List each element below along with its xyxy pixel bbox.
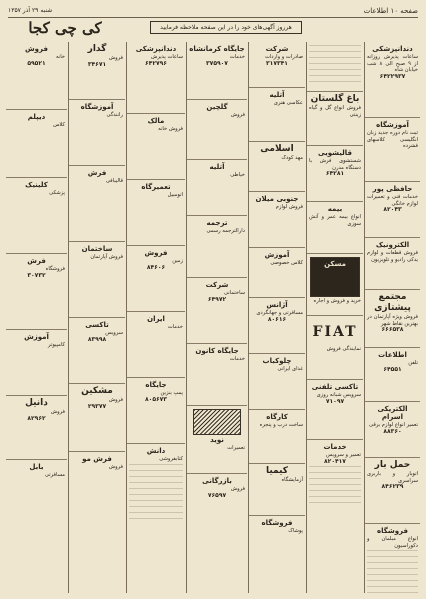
ad-title: اسلامی [260, 144, 294, 154]
ad-title: فروش [144, 249, 168, 257]
ad-body: کلاس [53, 122, 65, 128]
ad-block [69, 42, 125, 100]
ad-block [365, 290, 420, 348]
ad-block [127, 444, 185, 549]
ad-title: فروشگاه [376, 527, 408, 535]
ad-body: خدمات فنی و تعمیرات لوازم خانگی [367, 194, 418, 207]
ad-title: اطلاعات [378, 351, 407, 359]
page-label: صفحه ۱۰ اطلاعات [363, 6, 418, 15]
ad-block [127, 114, 185, 180]
ad-block [69, 384, 125, 452]
ad-block [127, 42, 185, 114]
date-line: شنبه ۲۹ آذر ۱۳۵۷ [8, 7, 53, 14]
ad-body: فروش [108, 464, 123, 470]
ad-column-1 [365, 42, 420, 593]
ad-phone: ۳۷۵۹۰۷ [206, 59, 228, 67]
ad-phone: ۶۴۲۸۱ [325, 170, 345, 178]
ad-title: مسکن [324, 260, 346, 268]
ad-title: بازرگانی [202, 477, 232, 485]
ad-phone: ۳۱۷۳۴۱ [266, 59, 288, 67]
ad-block [187, 474, 247, 559]
ad-title: دیپلم [27, 113, 46, 121]
ad-logo-box [310, 257, 360, 297]
ad-body: تلفن [408, 360, 418, 366]
masthead-title: کی چی کجا [28, 19, 102, 37]
ad-title: کلینیک [25, 181, 48, 189]
ad-block [187, 406, 247, 474]
ad-title: کیمیا [266, 466, 288, 476]
ad-block [249, 248, 305, 298]
ad-title: فرش مو [82, 455, 112, 463]
ad-block [307, 202, 363, 254]
ad-body: صادرات و واردات [264, 54, 303, 60]
ad-phone: ۸۴۶۲۳۹ [381, 483, 404, 491]
ad-body: خدمات [229, 54, 245, 60]
ad-body: فروش [230, 112, 245, 118]
ad-title: گلچین [206, 103, 228, 111]
ad-body: ساختمانی [223, 290, 245, 296]
ad-text-lines [309, 465, 361, 505]
ad-column-5 [127, 42, 185, 593]
ad-title: فروشگاه [261, 519, 293, 527]
ad-body: غذای ایرانی [277, 366, 303, 372]
ad-block [6, 330, 67, 396]
ad-block [69, 166, 125, 242]
ad-body: ساخت درب و پنجره [259, 422, 303, 428]
ad-body: فروشگاه [45, 266, 65, 272]
ad-title: تعمیرگاه [141, 183, 171, 191]
ad-phone: ۸۸۳۶۰ [383, 427, 402, 435]
ad-body: زمین [172, 258, 183, 264]
ad-text-lines [129, 463, 183, 523]
ad-title: الکترونیک [375, 241, 410, 249]
ad-title: فروش [25, 45, 48, 53]
ad-block [249, 298, 305, 354]
ad-title: حمل بار [374, 460, 411, 470]
ad-body: فروش [50, 409, 65, 415]
ad-title: گدار [87, 44, 107, 54]
ad-block [187, 216, 247, 278]
ad-body: خدمات [167, 324, 183, 330]
ad-body: تعمیرات [227, 445, 245, 451]
ad-title: باغ گلستان [310, 94, 360, 104]
ad-body: نمایندگی فروش [326, 346, 361, 352]
ad-block [69, 242, 125, 318]
ad-title: مشکین [81, 386, 113, 396]
ad-title: تاکسی تلفنی [311, 383, 359, 391]
ad-block [187, 160, 247, 216]
ad-block [127, 312, 185, 378]
ad-body: اتوبار و باربری سراسری [367, 471, 418, 484]
ad-body: فروش ویژه آپارتمان در بهترین نقاط شهر [367, 314, 418, 327]
ad-title: حافظی پور [372, 185, 413, 193]
ad-block [6, 396, 67, 460]
ad-title: نوید [210, 436, 224, 444]
ad-block [307, 92, 363, 146]
ad-title: جنوبی میلان [255, 195, 299, 203]
ad-body: خانه [55, 54, 65, 60]
ad-block [365, 42, 420, 118]
ad-block [127, 246, 185, 312]
ad-title: بابل [29, 463, 44, 471]
ad-illustration [193, 409, 241, 435]
ad-body: دارالترجمه رسمی [206, 228, 245, 234]
ad-phone: ۶۴۵۵۱ [383, 365, 402, 373]
ad-title: ترجمه [206, 219, 228, 227]
ad-block [307, 380, 363, 440]
ad-title: مجتمع پیشتازی [374, 292, 411, 313]
ad-column-2 [307, 42, 363, 593]
ad-title: ایران [147, 315, 165, 323]
ad-column-3 [249, 42, 305, 593]
ad-phone: ۸۲۰۴۱۷ [324, 457, 346, 465]
ad-body: عکاسی هنری [273, 100, 303, 106]
ad-body: ثبت نام دوره جدید زبان انگلیسی کلاسهای فشرده [367, 130, 418, 150]
ad-body: مسافرتی [44, 472, 65, 478]
ad-block [249, 410, 305, 464]
ad-body: انواع بیمه عمر و آتش سوزی [309, 214, 361, 227]
ad-block [187, 344, 247, 406]
ad-body: تعمیر انواع لوازم برقی [369, 422, 418, 428]
ad-body: رانندگی [106, 112, 123, 118]
ad-title: آموزشگاه [376, 121, 409, 129]
ad-block [249, 516, 305, 581]
ad-title: قالیشویی [318, 149, 352, 157]
ad-title: آموزش [24, 333, 49, 341]
ad-phone: ۸۲۹۶۲ [27, 414, 46, 422]
ad-body: ساعات پذیرش [151, 54, 183, 60]
ad-body: پوشاک [288, 528, 303, 534]
ad-body: آزمایشگاه [281, 477, 303, 483]
ad-title: آموزشگاه [80, 103, 114, 111]
ad-block [6, 460, 67, 545]
ad-title: الکتریکی اسرام [377, 405, 408, 421]
ad-title: جایگاه [145, 381, 167, 389]
ad-block [365, 524, 420, 593]
ad-block [127, 180, 185, 246]
ad-body: سرویس [105, 330, 123, 336]
ad-body: سرویس شبانه روزی [316, 392, 361, 398]
ad-block [365, 182, 420, 238]
ad-body: مهد کودک [281, 155, 303, 161]
ad-phone: ۸۳۹۹۸ [87, 335, 107, 343]
ad-title: دانش [146, 447, 166, 455]
ad-title: دندانپزشکی [372, 45, 413, 53]
ad-title: کارگاه [266, 413, 288, 421]
ad-title: آژانس [266, 301, 288, 309]
ad-body: فروش انواع گل و گیاه زینتی [309, 105, 361, 118]
ad-body: کتابفروشی [159, 456, 183, 462]
ad-body: شستشوی فرش با دستگاه مدرن [309, 158, 361, 171]
ad-block [249, 192, 305, 248]
ad-block [187, 278, 247, 344]
ad-block [6, 110, 67, 178]
ad-title: بیمه [327, 205, 343, 213]
ad-body: مسافرتی و جهانگردی [256, 310, 303, 316]
ad-phone: ۶۴۲۷۹۶ [145, 59, 167, 67]
ad-phone: ۳۰۷۳۲ [27, 271, 46, 279]
fiat-logo: FIAT [312, 323, 358, 340]
ad-body: پزشکی [49, 190, 65, 196]
ad-phone: ۵۹۵۲۱ [27, 59, 46, 67]
ad-body: خیاطی [230, 172, 245, 178]
ad-block [365, 238, 420, 290]
ad-title: دندانپزشکی [135, 45, 177, 53]
ad-block [6, 42, 67, 110]
ad-title: شرکت [265, 45, 289, 53]
ad-body: قالیبافی [105, 178, 123, 184]
ad-block [249, 354, 305, 410]
ad-phone: ۶۴۹۷۲ [207, 295, 227, 303]
ad-block [307, 42, 363, 92]
ad-column-6 [69, 42, 125, 593]
ad-body: فروش لوازم [275, 204, 303, 210]
ad-block [249, 142, 305, 192]
ad-block [249, 88, 305, 142]
ad-title: آتلیه [269, 91, 285, 99]
ad-phone: ۷۱۰۹۷ [325, 397, 345, 405]
ad-block [307, 316, 363, 380]
ad-body: تعمیر و سرویس [326, 452, 361, 458]
ad-body: انواع مبلمان و دکوراسیون [367, 536, 418, 549]
ad-block [187, 100, 247, 160]
ad-body: پمپ بنزین [160, 390, 183, 396]
ad-body: کلاس خصوصی [270, 260, 303, 266]
ad-title: مالک [147, 117, 165, 125]
ad-phone: ۸۰۵۶۷۳ [145, 395, 167, 403]
ad-title: ساختمان [81, 245, 113, 253]
ad-phone: ۲۹۳۷۷ [87, 402, 107, 410]
ad-block [307, 254, 363, 316]
ad-block [365, 118, 420, 182]
ad-block [69, 318, 125, 384]
ad-block [307, 440, 363, 525]
ad-block [127, 378, 185, 444]
ad-body: کامپیوتر [48, 342, 65, 348]
ad-block [6, 254, 67, 330]
ad-phone: ۳۴۶۷۱ [87, 60, 107, 68]
ad-phone: ۸۰۶۱۶ [267, 315, 287, 323]
ad-title: فرش [87, 169, 107, 177]
ad-block [187, 42, 247, 100]
ad-body: فروش [108, 55, 123, 61]
ad-text-lines [309, 44, 361, 84]
ad-text-lines [367, 549, 418, 593]
ad-phone: ۶۴۲۲۹۳۷ [379, 72, 406, 80]
ad-body: ساعات پذیرش روزانه از ۹ صبح الی ۸ شب خیابان شاه [367, 54, 418, 74]
ad-phone: ۸۴۶۰۶ [146, 263, 166, 271]
ad-title: آتلیه [209, 163, 225, 171]
ad-title: چلوکباب [262, 357, 292, 365]
ad-column-4 [187, 42, 247, 593]
ad-title: تاکسی [85, 321, 109, 329]
top-banner: هرروز آگهی‌های خود را در این صفحه ملاحظه فرمایید [150, 21, 302, 34]
ad-block [307, 146, 363, 202]
ad-body: فروش قطعات و لوازم یدکی رادیو و تلویزیون [367, 250, 418, 263]
ad-title: جایگاه کانون [195, 347, 239, 355]
ad-body: فروش خانه [158, 126, 183, 132]
ad-body: فروش [108, 397, 123, 403]
ad-block [6, 178, 67, 254]
ad-block [365, 348, 420, 402]
ad-block [69, 452, 125, 537]
ad-title: فرش [27, 257, 46, 265]
ad-title: جایگاه کرمانشاه [189, 45, 245, 53]
ad-block [365, 402, 420, 458]
ad-body: اتومبیل [167, 192, 183, 198]
ad-body: خدمات [229, 356, 245, 362]
ad-body: خرید و فروش و اجاره [313, 298, 361, 304]
ad-title: دانیل [25, 398, 48, 408]
ad-block [365, 458, 420, 524]
ad-title: شرکت [205, 281, 229, 289]
ad-title: خدمات [323, 443, 347, 451]
ad-title: آموزش [264, 251, 290, 259]
ad-phone: ۷۶۵۹۷ [207, 491, 227, 499]
ad-block [249, 464, 305, 516]
ad-phone: ۸۲۰۴۳ [383, 206, 402, 214]
ad-block [69, 100, 125, 166]
ad-block [249, 42, 305, 88]
ad-body: فروش آپارتمان [90, 254, 123, 260]
page-header [8, 4, 418, 18]
ad-body: فروش [230, 486, 245, 492]
ad-column-7 [6, 42, 67, 593]
ad-phone: ۶۶۶۵۳۸ [381, 326, 404, 334]
